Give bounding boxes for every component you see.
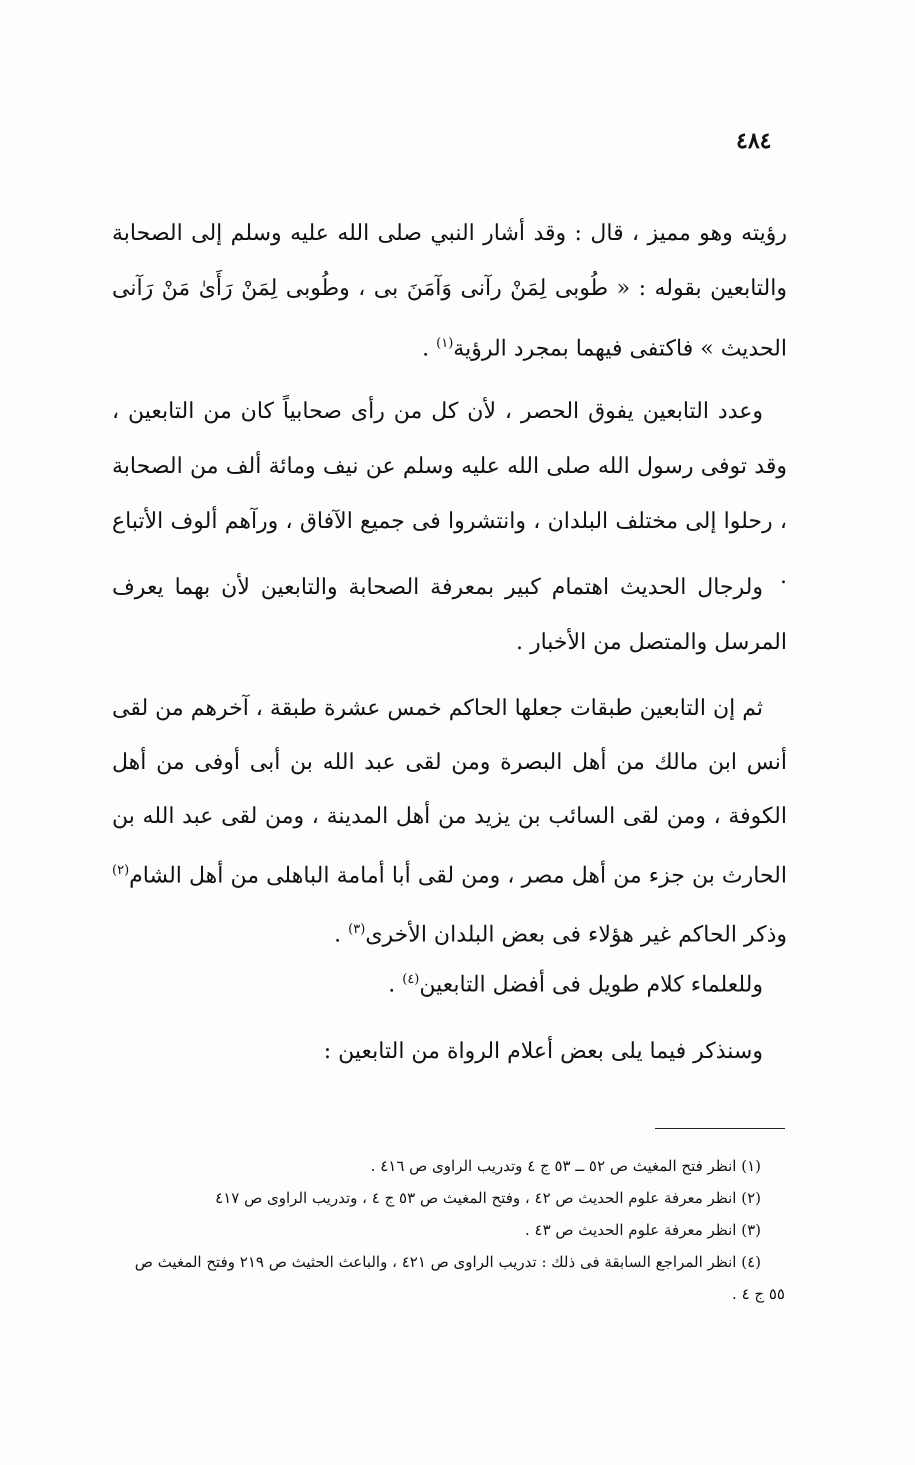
footnote-ref-1: (١)	[436, 336, 454, 351]
footnote-ref-2: (٢)	[112, 863, 130, 878]
paragraph-1	[112, 206, 787, 376]
footnote-3: (٣) انظر معرفة علوم الحديث ص ٤٣ .	[524, 1221, 761, 1239]
page-number: ٤٨٤	[736, 128, 772, 154]
footnote-ref-4: (٤)	[402, 972, 420, 987]
paragraph-6: وسنذكر فيما يلى بعض أعلام الرواة من التابعين :	[323, 1039, 763, 1064]
footnote-2: (٢) انظر معرفة علوم الحديث ص ٤٢ ، وفتح المغيث ص ٥٣ ج ٤ ، وتدريب الراوى ص ٤١٧	[215, 1189, 761, 1207]
paragraph-5-text: وللعلماء كلام طويل فى أفضل التابعين	[419, 972, 763, 998]
footnote-ref-3: (٣)	[348, 922, 366, 938]
paragraph-1-text: رؤيته وهو مميز ، قال : وقد أشار النبي صلى الله عليه وسلم إلى الصحابة والتابعين بقوله : « طُوبى لِمَنْ رآنى وَآمَنَ بى ، وطُوبى لِمَنْ رَأَىٰ مَنْ رَآنى الحديث » فاكتفى فيهما بمجرد الرؤية	[112, 221, 787, 362]
paragraph-5	[112, 952, 787, 1012]
paragraph-5-end: .	[388, 972, 403, 998]
footnotes	[125, 1150, 785, 1310]
paragraph-4-end: .	[334, 922, 349, 948]
paragraph-4	[112, 682, 787, 963]
footnote-1: (١) انظر فتح المغيث ص ٥٢ ــ ٥٣ ج ٤ وتدريب الراوى ص ٤١٦ .	[370, 1157, 761, 1175]
paragraph-2: وعدد التابعين يفوق الحصر ، لأن كل من رأى صحابياً كان من التابعين ، وقد توفى رسول الله صلى الله عليه وسلم عن نيف ومائة ألف من الصحابة ، رحلوا إلى مختلف البلدان ، وانتشروا فى جميع الآفاق ، ورآهم ألوف الأتباع .	[112, 399, 787, 589]
paragraph-1-end: .	[422, 336, 437, 362]
paragraph-3: ولرجال الحديث اهتمام كبير بمعرفة الصحابة والتابعين لأن بهما يعرف المرسل والمتصل من الأخبار .	[112, 575, 787, 655]
paragraph-4-text-a: ثم إن التابعين طبقات جعلها الحاكم خمس عشرة طبقة ، آخرهم من لقى أنس ابن مالك من أهل البصرة ومن لقى عبد الله بن أبى أوفى من أهل الكوفة ، ومن لقى السائب بن يزيد من أهل المدينة ، ومن لقى عبد الله بن الحارث بن جزء من أهل مصر ، ومن لقى أبا أمامة الباهلى من أهل الشام	[112, 696, 787, 889]
footnote-divider	[655, 1128, 785, 1129]
paragraph-4-text-b: وذكر الحاكم غير هؤلاء فى بعض البلدان الأخرى	[365, 922, 787, 948]
footnote-4: (٤) انظر المراجع السابقة فى ذلك : تدريب الراوى ص ٤٢١ ، والباعث الحثيث ص ٢١٩ وفتح المغيث ص ٥٥ ج ٤ .	[134, 1253, 785, 1303]
